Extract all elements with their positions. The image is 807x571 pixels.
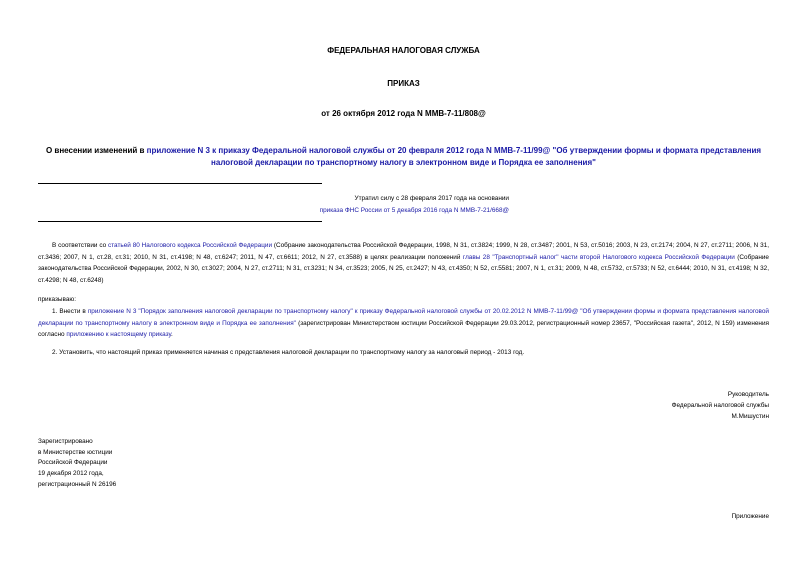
appendix-3-link[interactable]: приложение N 3 "Порядок заполнения налоговой декларации по транспортному налогу" к приказу Федеральной налоговой службы от 20.02.2012 N ММВ-7-11/99@ "Об утверждении формы и формата представления налоговой декларации по транспортному налогу в электронном виде и Порядка ее заполнения": [38, 308, 770, 327]
signature-agency: Федеральной налоговой службы: [671, 402, 769, 410]
item-1-text-3: .: [171, 331, 173, 338]
status-link-row: [38, 205, 509, 216]
appendix-label: Приложение: [731, 513, 769, 520]
divider-top: [38, 183, 322, 184]
registration-line-4: 19 декабря 2012 года,: [38, 470, 104, 478]
preamble-paragraph: [38, 240, 769, 286]
registration-line-1: Зарегистрировано: [38, 438, 93, 445]
document-type: ПРИКАЗ: [387, 79, 420, 88]
repeal-order-link[interactable]: приказа ФНС России от 5 декабря 2016 года N ММВ-7-21/668@: [319, 207, 509, 214]
document-date-number: от 26 октября 2012 года N ММВ-7-11/808@: [321, 109, 486, 118]
item-1-text-1: 1. Внести в: [52, 308, 88, 315]
registration-line-2: в Министерстве юстиции: [38, 448, 113, 456]
signature-block: [672, 389, 769, 423]
registration-line-3: Российской Федерации: [38, 459, 108, 467]
preamble-text-3: (Собрание законодательства Российской Федерации, 2002, N 30, ст.3027; 2004, N 27, ст.2711; N 31, ст.3231; N 34, ст.3523; 2005, N 25, ст.2427; N 43, ст.4350; N 52, ст.5581; 2007, N 1, ст.31; 2009, N 48, ст.5732, ст.5733; N 52, ст.6444; 2010, N 31, ст.4198; N 32, ст.4298; N 48, ст.6248): [38, 253, 769, 284]
item-1-paragraph: [38, 306, 769, 341]
agency-title: ФЕДЕРАЛЬНАЯ НАЛОГОВАЯ СЛУЖБА: [327, 46, 480, 55]
item-1-text-2: (зарегистрирован Министерством юстиции Российской Федерации 29.03.2012, регистрационный номер 23657, "Российская газета", 2012, N 159) изменения согласно: [38, 319, 769, 338]
document-subject: [38, 145, 769, 169]
appendix-link[interactable]: приложению к настоящему приказу: [66, 331, 172, 338]
preamble-text-2: (Собрание законодательства Российской Федерации, 1998, N 31, ст.3824; 1999, N 28, ст.3487; 2001, N 53, ст.5016; 2003, N 23, ст.2174; 2004, N 27, ст.2711; 2006, N 31, ст.3436; 2007, N 1, ст.28, ст.31; 2010, N 31, ст.4198; N 48, ст.6247; 2011, N 47, ст.6611; 2012, N 27, ст.3588) в целях реализации положений: [38, 242, 769, 261]
order-word: приказываю:: [38, 296, 76, 303]
article-80-link[interactable]: статьей 80 Налогового кодекса Российской Федерации: [108, 242, 273, 249]
registration-block: [38, 437, 116, 491]
signature-name: М.Мишустин: [731, 413, 769, 421]
divider-bottom: [38, 221, 322, 222]
preamble-text-1: В соответствии со: [52, 242, 108, 249]
signature-position: Руководитель: [727, 391, 769, 398]
subject-prefix: О внесении изменений в: [45, 146, 147, 155]
registration-line-5: регистрационный N 26196: [38, 480, 117, 488]
item-2-paragraph: 2. Установить, что настоящий приказ применяется начиная с представления налоговой декларации по транспортному налогу за налоговый период - 2013 год.: [52, 349, 525, 356]
subject-link[interactable]: приложение N 3 к приказу Федеральной налоговой службы от 20 февраля 2012 года N ММВ-7-11/99@ "Об утверждении формы и формата представления налоговой декларации по транспортному налогу в электронном виде и Порядка ее заполнения": [146, 146, 762, 167]
chapter-28-link[interactable]: главы 28 "Транспортный налог" части второй Налогового кодекса Российской Федерации: [462, 253, 735, 261]
status-line: Утратил силу с 28 февраля 2017 года на основании: [354, 195, 509, 202]
